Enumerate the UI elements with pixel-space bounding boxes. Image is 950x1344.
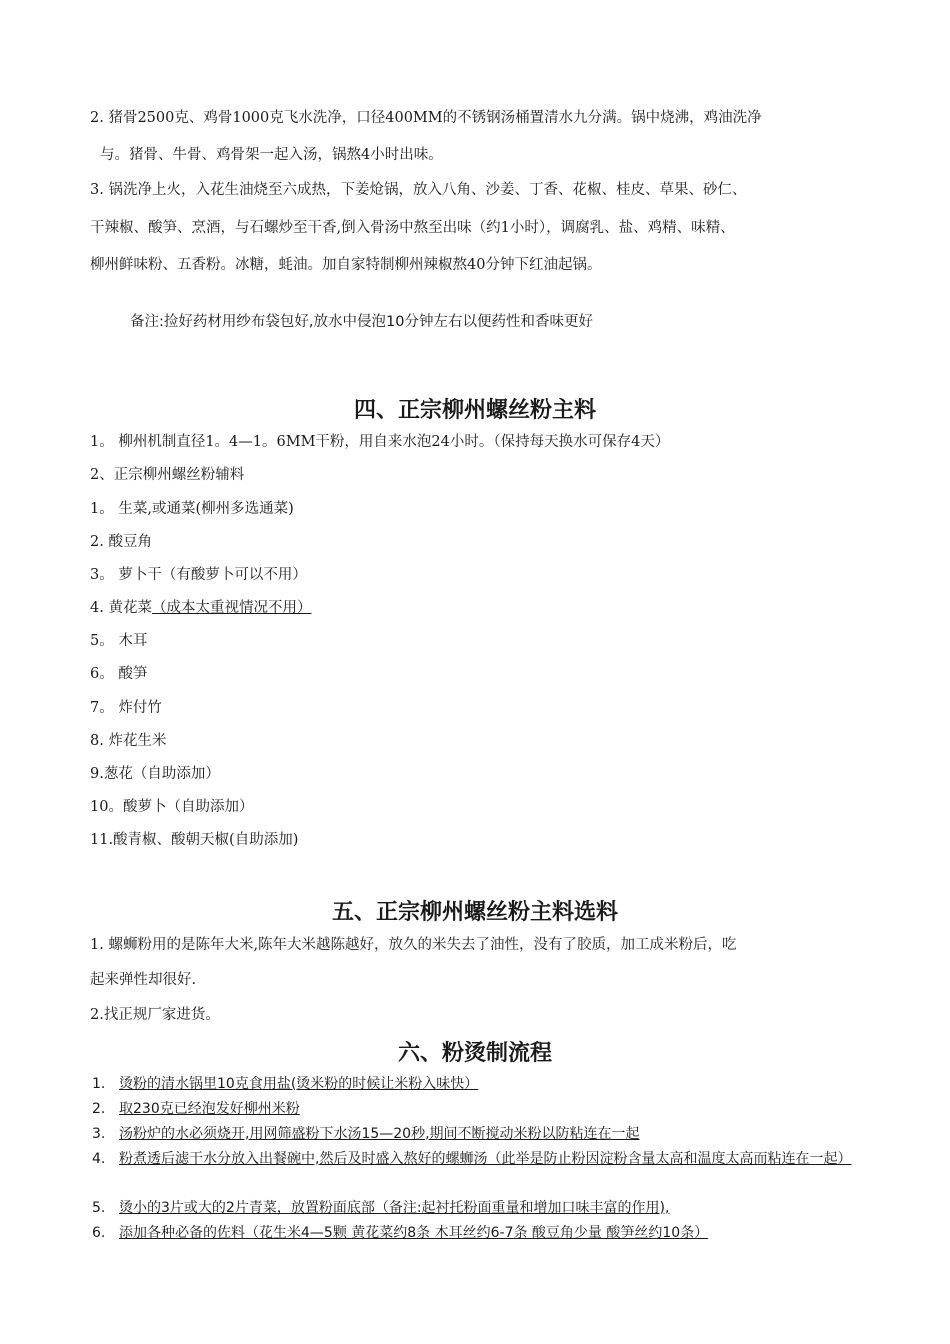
process-item	[92, 1223, 862, 1245]
section-5-para-2: 2.找正规厂家进货。	[90, 1007, 220, 1023]
process-item	[92, 1099, 862, 1121]
process-item-text: 烫粉的清水锅里10克食用盐(烫米粉的时候让米粉入味快）	[119, 1076, 479, 1092]
section-4-line-6	[90, 598, 870, 618]
process-item-number: 1.	[92, 1076, 106, 1092]
process-item-text: 取230克已经泡发好柳州米粉	[119, 1101, 300, 1117]
process-item-number: 2.	[92, 1101, 106, 1117]
process-item	[92, 1198, 862, 1220]
section-4-line-6-underlined: （成本太重视情况不用）	[151, 600, 312, 616]
process-item	[92, 1074, 862, 1096]
process-item-text: 汤粉炉的水必须烧开,用网筛盛粉下水汤15—20秒,期间不断搅动米粉以防粘连在一起	[119, 1126, 640, 1142]
section-4-line-3: 1。 生菜,或通菜(柳州多选通菜)	[90, 501, 294, 517]
section-4-line-8: 6。 酸笋	[90, 666, 148, 682]
note-text: 备注:捡好药材用纱布袋包好,放水中侵泡10分钟左右以便药性和香味更好	[130, 314, 593, 330]
process-item-number: 6.	[92, 1225, 106, 1241]
step-2-line-1: 2. 猪骨2500克、鸡骨1000克飞水洗净，口径400MM的不锈钢汤桶置清水九分满。锅中烧沸，鸡油洗净	[90, 110, 762, 126]
step-2-line-2: 与。猪骨、牛骨、鸡骨架一起入汤，锅熬4小时出味。	[100, 147, 443, 163]
section-4-heading: 四、正宗柳州螺丝粉主料	[353, 398, 596, 423]
process-item	[92, 1124, 862, 1146]
process-item-number: 5.	[92, 1200, 106, 1216]
process-item	[92, 1149, 862, 1193]
process-item-number: 4.	[92, 1151, 106, 1167]
section-4-line-4: 2. 酸豆角	[90, 534, 152, 550]
process-item-text: 烫小的3片或大的2片青菜，放置粉面底部（备注:起衬托粉面重量和增加口味丰富的作用),	[119, 1200, 670, 1216]
section-5-para-1-line-2: 起来弹性却很好.	[90, 972, 197, 988]
section-4-line-2: 2、正宗柳州螺丝粉辅料	[90, 467, 245, 483]
section-4-line-9: 7。 炸付竹	[90, 700, 162, 716]
section-4-line-11: 9.葱花（自助添加）	[90, 766, 220, 782]
section-4-line-12: 10。酸萝卜（自助添加）	[90, 799, 254, 815]
section-4-line-13: 11.酸青椒、酸朝天椒(自助添加)	[90, 832, 299, 848]
section-5-para-1-line-1: 1. 螺蛳粉用的是陈年大米,陈年大米越陈越好，放久的米失去了油性，没有了胶质，加工成米粉后，吃	[90, 937, 737, 953]
step-3-line-1: 3. 锅洗净上火，入花生油烧至六成热，下姜炝锅，放入八角、沙姜、丁香、花椒、桂皮、草果、砂仁、	[90, 182, 747, 198]
section-4-line-1: 1。 柳州机制直径1。4—1。6MM干粉，用自来水泡24小时。（保持每天换水可保存4天）	[90, 434, 670, 450]
section-4-line-7: 5。 木耳	[90, 633, 148, 649]
section-5-heading: 五、正宗柳州螺丝粉主料选料	[331, 900, 618, 925]
process-item-text: 添加各种必备的佐料（花生米4—5颗 黄花菜约8条 木耳丝约6-7条 酸豆角少量 酸笋丝约10条）	[119, 1225, 709, 1241]
section-4-line-6-prefix: 4. 黄花菜	[90, 600, 152, 616]
process-item-text: 粉煮透后滤干水分放入出餐碗中,然后及时盛入熬好的螺蛳汤（此举是防止粉因淀粉含量太高和温度太高而粘连在一起）	[119, 1151, 852, 1167]
section-4-line-5: 3。 萝卜干（有酸萝卜可以不用）	[90, 567, 307, 583]
step-3-line-3: 柳州鲜味粉、五香粉。冰糖，蚝油。加自家特制柳州辣椒熬40分钟下红油起锅。	[90, 257, 602, 273]
section-4-line-10: 8. 炸花生米	[90, 733, 167, 749]
section-6-heading: 六、粉烫制流程	[397, 1041, 552, 1066]
process-item-number: 3.	[92, 1126, 106, 1142]
step-3-line-2: 干辣椒、酸笋、烹酒，与石螺炒至干香,倒入骨汤中熬至出味（约1小时），调腐乳、盐、鸡精、味精、	[90, 220, 735, 236]
